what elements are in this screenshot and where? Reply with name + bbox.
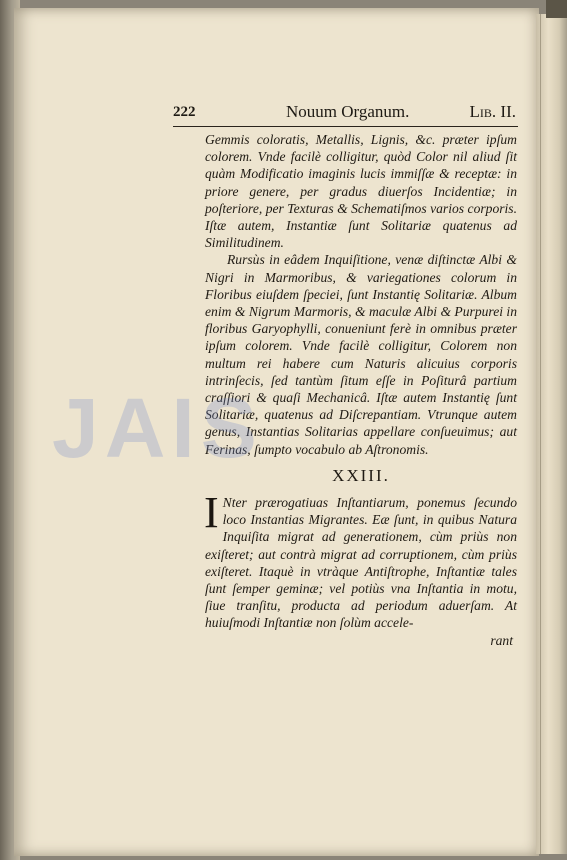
text-body xyxy=(205,131,517,649)
section-heading: XXIII. xyxy=(332,465,390,485)
drop-capital: I xyxy=(204,488,219,538)
running-header xyxy=(173,98,518,127)
catchword: rant xyxy=(490,632,513,648)
corner-tab xyxy=(546,0,567,18)
paragraph-1: Gemmis coloratis, Metallis, Lignis, &c. præter ipſum colorem. Vnde facilè colligitur, quòd Color nil aliud ſit quàm Modificatio imaginis lucis immiſſæ & receptæ: in priore genere, per gradus diuerſos Incidentiæ; in poſteriore, per Texturas & Schematiſmos varios corporis. Iſtæ autem, Instantiæ ſunt Solitariæ quatenus ad Similitudinem. xyxy=(205,132,517,251)
watermark: JAIS xyxy=(52,381,263,475)
paragraph-2: Rursùs in eâdem Inquiſitione, venæ diſtinctæ Albi & Nigri in Marmoribus, & variegationes colorum in Floribus eiuſdem ſpeciei, ſunt Instantię Solitariæ. Album enim & Nigrum Marmoris, & maculæ Albi & Purpurei in floribus Garyophylli, conueniunt ferè in omnibus præter ipſum colorem. Vnde facilè colligitur, Colorem non multum rei habere cum Naturis alicuius corporis intrinſecis, ſed tantùm ſitum eſſe in Poſiturâ partium craſſiori & quaſi Mechanicâ. Iſtæ autem Instantię ſunt Solitariæ, quatenus ad Diſcrepantiam. Vtrunque autem genus, Instantias Solitarias appellare conſueuimus; aut Ferinas, ſumpto vocabulo ab Aſtronomis. xyxy=(205,252,517,457)
book-indicator: Lib. II. xyxy=(469,102,516,121)
page-number: 222 xyxy=(173,104,196,120)
paragraph-3-block xyxy=(204,488,517,632)
paragraph-3: Nter prærogatiuas Inſtantiarum, ponemus ſecundo loco Instantias Migrantes. Eæ ſunt, in quibus Natura Inquiſita migrat ad generationem, cùm priùs non exiſteret; aut contrà migrat ad corruptionem, cùm priùs exiſteret. Itaquè in vtràque Antiſtrophe, Inſtantiæ tales ſunt ſemper geminæ; vel potiùs vna Inſtantia in motu, ſiue tranſitu, producta ad periodum aduerſam. At huiuſmodi Inſtantiæ non ſolùm accele- xyxy=(205,495,517,631)
running-title: Nouum Organum. xyxy=(286,102,410,121)
page-edge xyxy=(536,14,567,854)
